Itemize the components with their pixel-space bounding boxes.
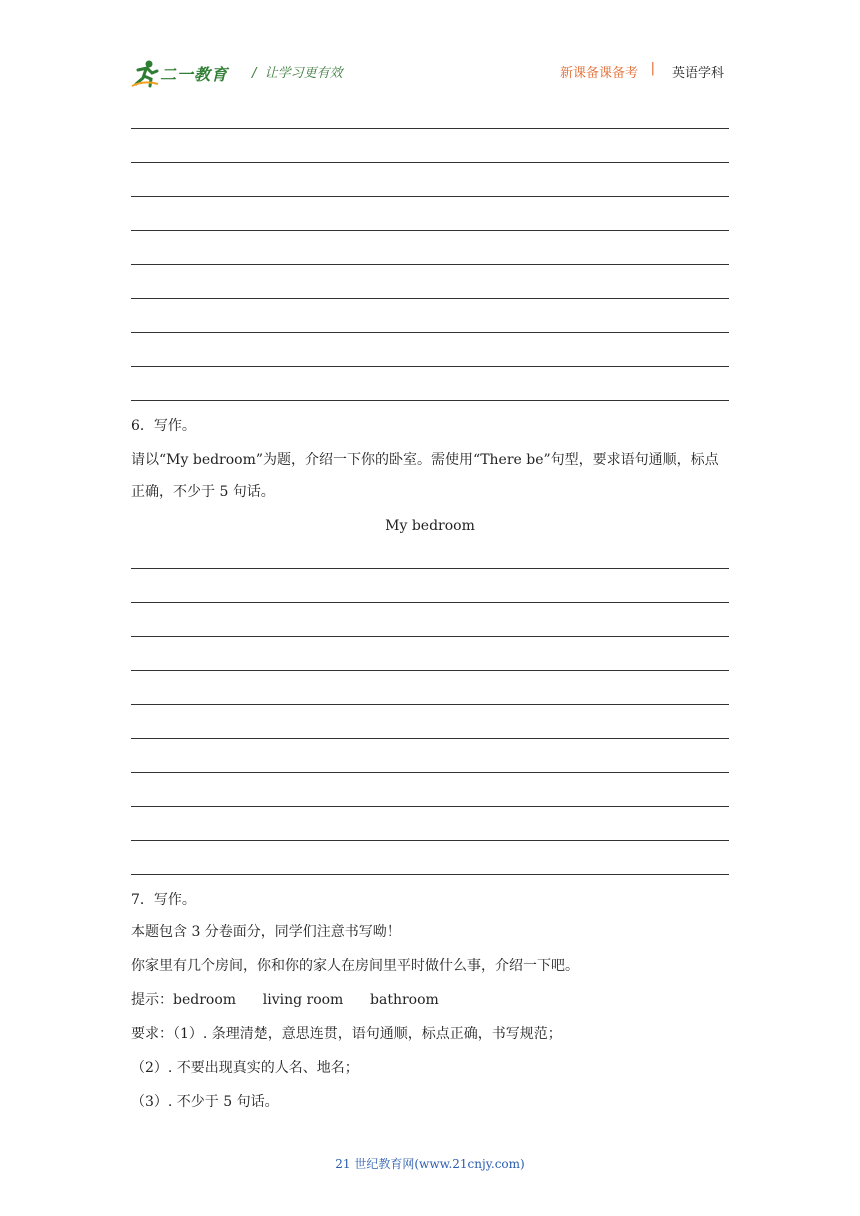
answer-line[interactable]: [131, 196, 729, 197]
question-6-number: 6．写作。: [131, 418, 196, 434]
answer-line[interactable]: [131, 840, 729, 841]
answer-line[interactable]: [131, 568, 729, 569]
header-tag-separator: |: [650, 61, 655, 76]
answer-line[interactable]: [131, 772, 729, 773]
page-footer[interactable]: 21 世纪教育网(www.21cnjy.com): [335, 1157, 525, 1171]
question-7-note: 本题包含 3 分卷面分，同学们注意书写呦！: [131, 924, 401, 940]
answer-line[interactable]: [131, 738, 729, 739]
question-6-prompt-line1: 请以“My bedroom”为题，介绍一下你的卧室。需使用“There be”句型，要求语句通顺，标点: [131, 452, 719, 468]
answer-line[interactable]: [131, 400, 729, 401]
answer-line[interactable]: [131, 874, 729, 875]
header-tag-prep: 新课备课备考: [559, 66, 638, 81]
answer-line[interactable]: [131, 366, 729, 367]
slogan: [252, 62, 343, 81]
answer-line[interactable]: [131, 230, 729, 231]
answer-line[interactable]: [131, 806, 729, 807]
question-7-requirement-1: 要求：（1）. 条理清楚，意思连贯，语句通顺，标点正确，书写规范；: [131, 1026, 562, 1042]
question-6-prompt-line2: 正确，不少于 5 句话。: [131, 484, 275, 500]
slogan-separator: /: [252, 66, 257, 81]
runner-logo-icon: [130, 58, 160, 88]
answer-line[interactable]: [131, 128, 729, 129]
answer-line[interactable]: [131, 298, 729, 299]
header-tag-subject: 英语学科: [671, 66, 724, 81]
question-7-requirement-2: （2）. 不要出现真实的人名、地名；: [131, 1060, 359, 1076]
answer-line[interactable]: [131, 636, 729, 637]
question-7-hint: 提示：bedroom living room bathroom: [131, 992, 439, 1008]
answer-line[interactable]: [131, 670, 729, 671]
answer-line[interactable]: [131, 704, 729, 705]
answer-line[interactable]: [131, 264, 729, 265]
answer-line[interactable]: [131, 602, 729, 603]
answer-line[interactable]: [131, 332, 729, 333]
question-7-requirement-3: （3）. 不少于 5 句话。: [131, 1094, 279, 1110]
page-header: [130, 56, 730, 92]
question-7-number: 7．写作。: [131, 892, 196, 908]
question-7-prompt: 你家里有几个房间，你和你的家人在房间里平时做什么事，介绍一下吧。: [131, 958, 579, 974]
question-6-title: My bedroom: [385, 518, 475, 534]
answer-line[interactable]: [131, 162, 729, 163]
slogan-text: 让学习更有效: [264, 66, 343, 81]
logo: [130, 56, 242, 90]
logo-text: 二一教育: [160, 65, 229, 84]
